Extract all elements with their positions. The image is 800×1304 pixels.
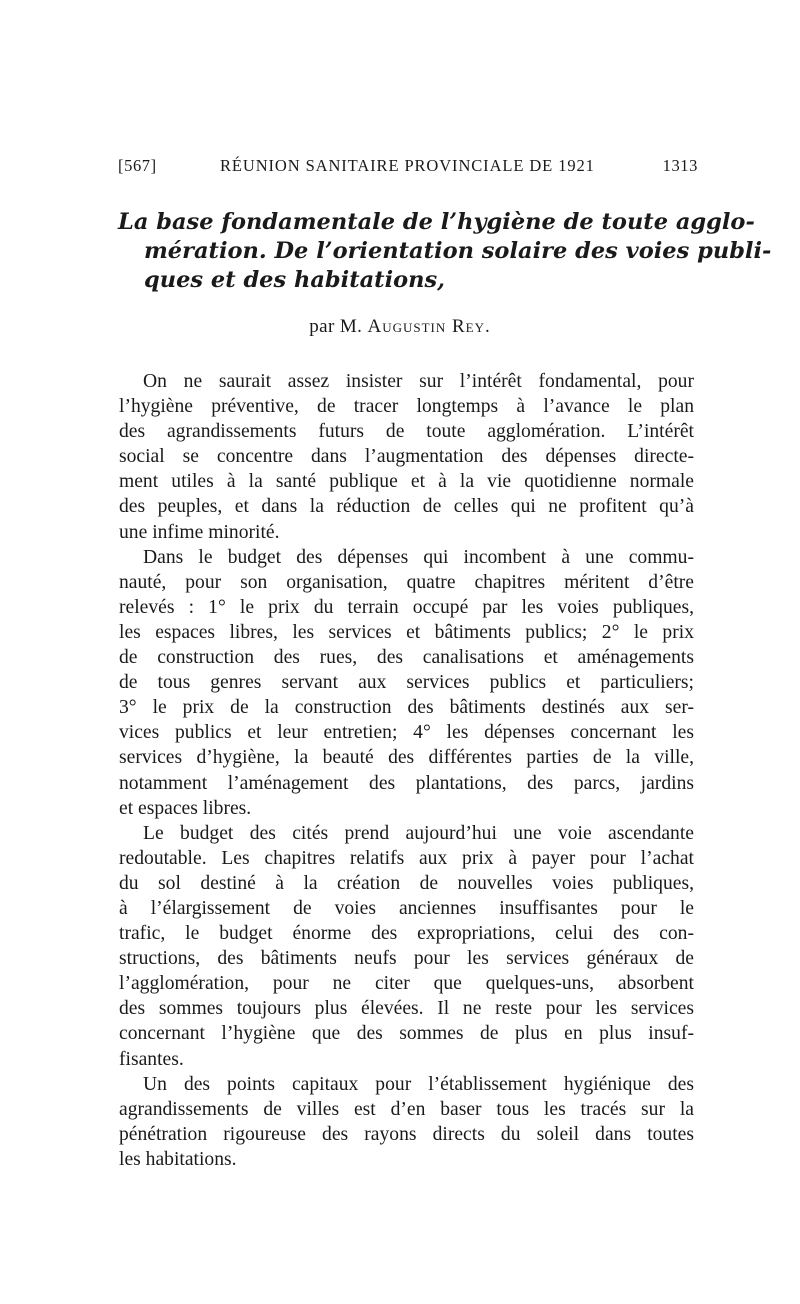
text-line: l’hygiène préventive, de tracer longtemps à l’avance le plan [119,396,694,418]
author-byline [0,316,800,338]
article-body [119,369,694,1172]
text-line: l’agglomération, pour ne citer que quelques-uns, absorbent [119,973,694,995]
text-line: des agrandissements futurs de toute agglomération. L’intérêt [119,421,694,443]
byline-prefix: par M. [309,316,363,337]
text-line: agrandissements de villes est d’en baser tous les tracés sur la [119,1098,694,1120]
text-line: relevés : 1° le prix du terrain occupé par les voies publiques, [119,596,694,618]
text-line: une infime minorité. [119,521,280,543]
paragraph [119,1072,694,1172]
text-line: structions, des bâtiments neufs pour les services généraux de [119,948,694,970]
title-line: mération. De l’orientation solaire des voies publi- [144,238,772,264]
running-header [118,156,698,180]
paragraph [119,545,694,821]
text-line: de tous genres servant aux services publics et particuliers; [119,672,694,694]
text-line: pénétration rigoureuse des rayons directs du soleil dans toutes [119,1123,694,1145]
text-line: vices publics et leur entretien; 4° les dépenses concernant les [119,722,694,744]
text-line: des peuples, et dans la réduction de celles qui ne profitent qu’à [119,496,694,518]
text-line: ment utiles à la santé publique et à la vie quotidienne normale [119,471,694,493]
title-line: La base fondamentale de l’hygiène de toute agglo- [118,209,755,235]
page-number: 1313 [662,156,698,175]
text-line: 3° le prix de la construction des bâtiments destinés aux ser- [119,697,694,719]
text-line: On ne saurait assez insister sur l’intérêt fondamental, pour [143,371,694,392]
text-line: nauté, pour son organisation, quatre chapitres méritent d’être [119,571,694,593]
text-line: services d’hygiène, la beauté des différentes parties de la ville, [119,747,694,769]
text-line: et espaces libres. [119,797,252,819]
text-line: les espaces libres, les services et bâtiments publics; 2° le prix [119,621,694,643]
text-line: social se concentre dans l’augmentation des dépenses directe- [119,446,694,468]
section-number: [567] [118,156,157,175]
text-line: de construction des rues, des canalisations et aménagements [119,647,694,669]
text-line: du sol destiné à la création de nouvelles voies publiques, [119,872,694,894]
running-title: RÉUNION SANITAIRE PROVINCIALE DE 1921 [220,156,595,175]
article-title [118,208,772,295]
text-line: redoutable. Les chapitres relatifs aux prix à payer pour l’achat [119,847,694,869]
text-line: fisantes. [119,1048,184,1070]
text-line: à l’élargissement de voies anciennes insuffisantes pour le [119,897,694,919]
text-line: Dans le budget des dépenses qui incombent à une commu- [143,546,694,568]
paragraph [119,369,694,545]
paragraph [119,821,694,1072]
title-line: ques et des habitations, [144,267,445,293]
text-line: notamment l’aménagement des plantations, des parcs, jardins [119,772,694,794]
text-line: concernant l’hygiène que des sommes de plus en plus insuf- [119,1023,694,1045]
text-line: Un des points capitaux pour l’établissement hygiénique des [143,1073,694,1095]
text-line: des sommes toujours plus élevées. Il ne reste pour les services [119,998,694,1020]
text-line: Le budget des cités prend aujourd’hui une voie ascendante [143,822,694,844]
text-line: les habitations. [119,1148,237,1170]
text-line: trafic, le budget énorme des expropriations, celui des con- [119,923,694,945]
author-name: Augustin Rey. [367,316,491,337]
